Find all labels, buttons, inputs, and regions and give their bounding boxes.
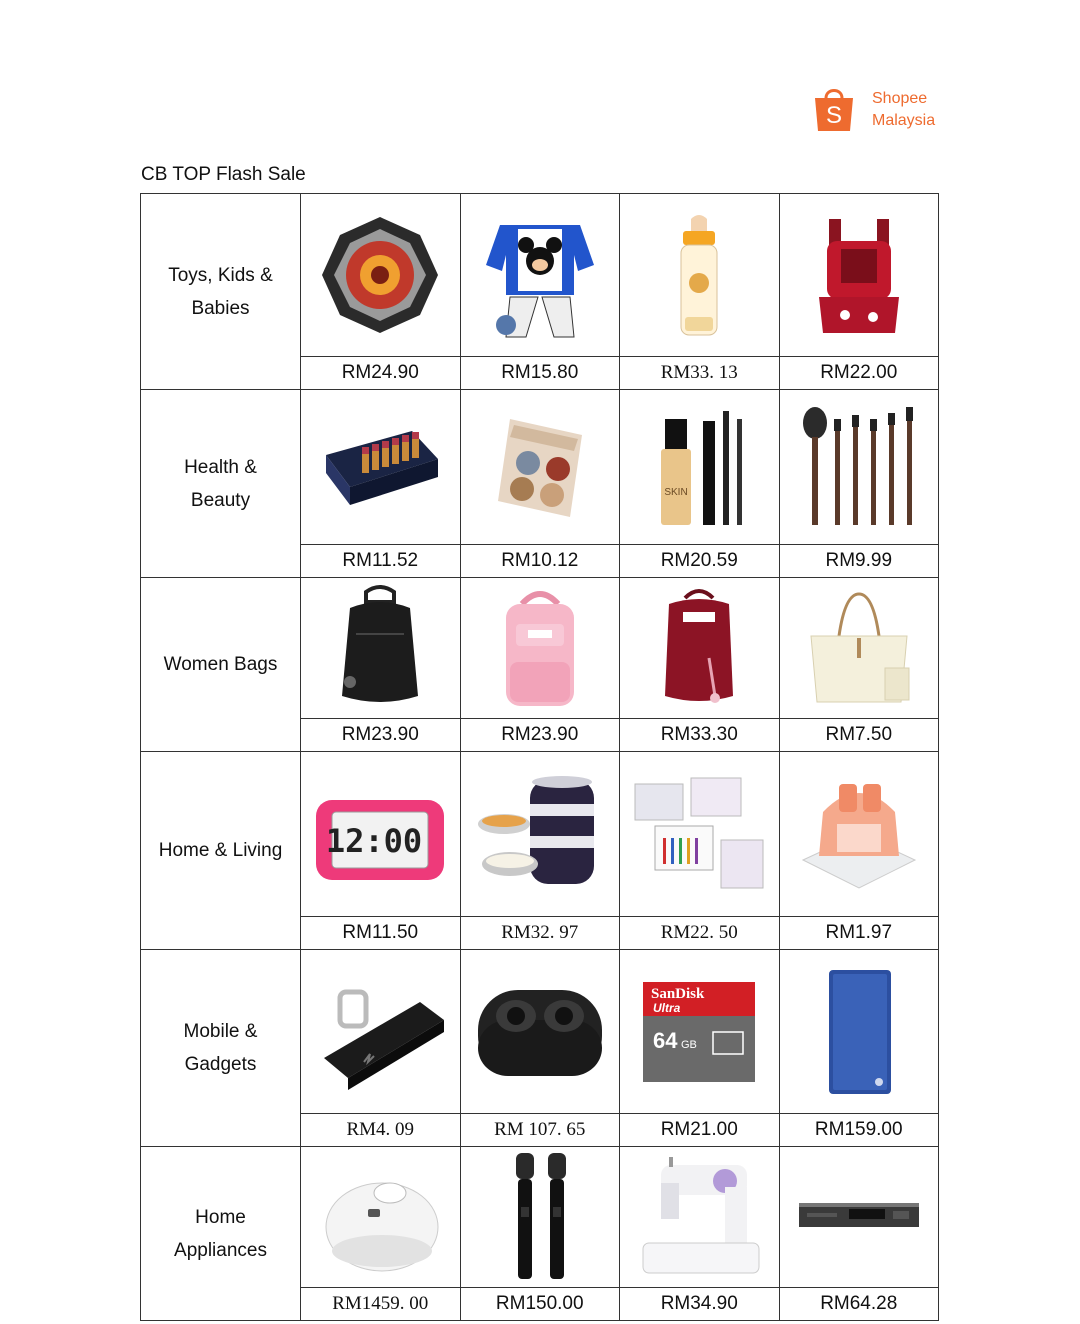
- lipstick-set-icon: [310, 397, 450, 537]
- makeup-brushes-icon: [789, 397, 929, 537]
- category-cell: [141, 752, 301, 950]
- price-cell: RM10.12: [460, 545, 620, 578]
- price-cell: [620, 917, 780, 950]
- product-image-cell[interactable]: [779, 390, 939, 545]
- price-text: RM4. 09: [346, 1119, 415, 1140]
- price-cell: RM7.50: [779, 719, 939, 752]
- product-image-cell[interactable]: [301, 390, 461, 545]
- price-cell: RM23.90: [301, 719, 461, 752]
- product-image-cell[interactable]: [460, 1147, 620, 1288]
- sd-card-unit: GB: [681, 1038, 698, 1051]
- red-backpack-icon: [629, 578, 769, 718]
- category-row: [141, 194, 939, 357]
- sewing-machine-icon: [629, 1147, 769, 1287]
- product-image-cell[interactable]: [460, 194, 620, 357]
- sd-card-brand: SanDisk: [651, 985, 705, 1002]
- baby-carrier-icon: [789, 205, 929, 345]
- svg-text:S: S: [825, 102, 843, 129]
- price-cell: [620, 357, 780, 390]
- category-cell: [141, 390, 301, 578]
- product-image-cell[interactable]: [779, 950, 939, 1114]
- product-image-cell[interactable]: [779, 578, 939, 719]
- price-cell: RM11.50: [301, 917, 461, 950]
- beyblade-icon: [310, 205, 450, 345]
- price-cell: RM9.99: [779, 545, 939, 578]
- wall-holder-icon: [789, 764, 929, 904]
- clock-display: 12:00: [326, 822, 423, 860]
- sd-card-icon: [629, 962, 769, 1102]
- brand-line-2: Malaysia: [872, 112, 936, 129]
- category-cell: [141, 1147, 301, 1321]
- product-image-cell[interactable]: [620, 752, 780, 917]
- phone-adapter-icon: [310, 962, 450, 1102]
- price-cell: RM20.59: [620, 545, 780, 578]
- price-cell: RM33.30: [620, 719, 780, 752]
- hard-drive-icon: [789, 962, 929, 1102]
- product-image-cell[interactable]: [620, 578, 780, 719]
- lunch-box-icon: [470, 764, 610, 904]
- baby-bottle-icon: [629, 205, 769, 345]
- price-text: RM33. 13: [660, 362, 738, 383]
- shopee-bag-icon: [812, 84, 856, 134]
- product-image-cell[interactable]: [460, 578, 620, 719]
- product-image-cell[interactable]: [779, 194, 939, 357]
- price-cell: RM64.28: [779, 1288, 939, 1321]
- price-cell: [460, 1114, 620, 1147]
- sd-card-line: Ultra: [653, 1000, 681, 1015]
- product-image-cell[interactable]: [620, 390, 780, 545]
- price-cell: RM24.90: [301, 357, 461, 390]
- page-title: CB TOP Flash Sale: [141, 164, 306, 185]
- product-image-cell[interactable]: [301, 950, 461, 1114]
- product-image-cell[interactable]: [460, 752, 620, 917]
- category-label: Toys, Kids & Babies: [168, 264, 273, 319]
- category-row: [141, 390, 939, 545]
- category-label: Home Appliances: [174, 1206, 267, 1261]
- alarm-clock-icon: [310, 764, 450, 904]
- black-backpack-icon: [310, 578, 450, 718]
- robot-vacuum-icon: [310, 1147, 450, 1287]
- svg-text:SKIN: SKIN: [664, 487, 688, 498]
- category-row: [141, 752, 939, 917]
- category-label: Health & Beauty: [184, 456, 257, 511]
- price-cell: RM22.00: [779, 357, 939, 390]
- category-row: [141, 1147, 939, 1288]
- price-cell: [301, 1114, 461, 1147]
- category-label: Home & Living: [158, 840, 283, 861]
- product-image-cell[interactable]: [620, 1147, 780, 1288]
- product-image-cell[interactable]: [301, 194, 461, 357]
- product-image-cell[interactable]: [301, 752, 461, 917]
- product-image-cell[interactable]: [460, 950, 620, 1114]
- product-image-cell[interactable]: [301, 578, 461, 719]
- category-cell: [141, 950, 301, 1147]
- price-cell: [460, 917, 620, 950]
- brand-line-1: Shopee: [872, 90, 928, 107]
- product-image-cell[interactable]: [460, 390, 620, 545]
- price-text: RM32. 97: [501, 922, 579, 943]
- price-cell: RM23.90: [460, 719, 620, 752]
- mickey-pajama-icon: [470, 205, 610, 345]
- product-image-cell[interactable]: [620, 194, 780, 357]
- price-cell: RM159.00: [779, 1114, 939, 1147]
- price-cell: RM1.97: [779, 917, 939, 950]
- price-cell: RM34.90: [620, 1288, 780, 1321]
- category-row: [141, 578, 939, 719]
- product-image-cell[interactable]: [301, 1147, 461, 1288]
- stationery-set-icon: [629, 764, 769, 904]
- product-image-cell[interactable]: [779, 752, 939, 917]
- category-label: Mobile & Gadgets: [183, 1021, 258, 1075]
- product-image-cell[interactable]: [779, 1147, 939, 1288]
- microphones-icon: [470, 1147, 610, 1287]
- category-cell: [141, 578, 301, 752]
- price-cell: RM15.80: [460, 357, 620, 390]
- dvd-player-icon: [789, 1147, 929, 1287]
- makeup-kit-icon: [629, 397, 769, 537]
- category-row: [141, 950, 939, 1114]
- category-cell: [141, 194, 301, 390]
- flash-sale-table: [140, 193, 939, 1321]
- price-cell: [301, 1288, 461, 1321]
- eyeshadow-palette-icon: [470, 397, 610, 537]
- pink-diaper-bag-icon: [470, 578, 610, 718]
- price-text: RM22. 50: [660, 922, 738, 943]
- product-image-cell[interactable]: [620, 950, 780, 1114]
- white-tote-icon: [789, 578, 929, 718]
- earbuds-case-icon: [470, 962, 610, 1102]
- price-cell: RM150.00: [460, 1288, 620, 1321]
- category-label: Women Bags: [163, 654, 278, 675]
- price-cell: RM11.52: [301, 545, 461, 578]
- price-text: RM1459. 00: [332, 1293, 429, 1314]
- sd-card-capacity: 64: [653, 1027, 678, 1053]
- shopee-logo: [812, 84, 952, 138]
- price-cell: RM21.00: [620, 1114, 780, 1147]
- price-text: RM 107. 65: [494, 1119, 586, 1140]
